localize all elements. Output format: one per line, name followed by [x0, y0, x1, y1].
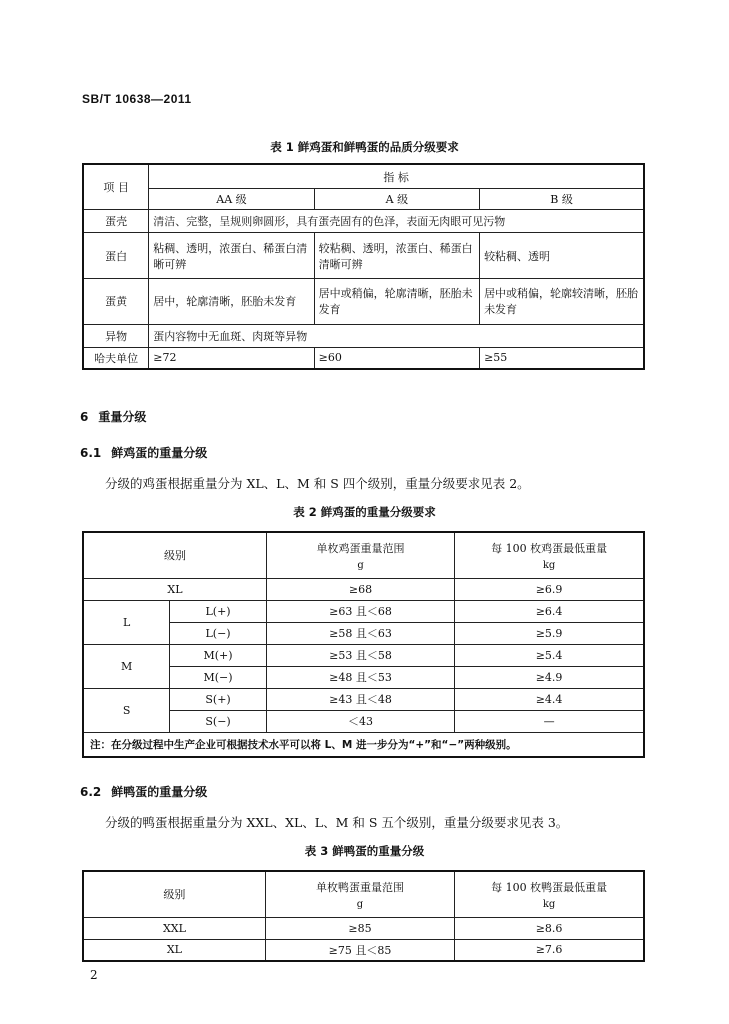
hundred-min: — [455, 710, 644, 732]
grade-group-label: M [83, 644, 170, 688]
hundred-min: ≥5.9 [455, 622, 644, 644]
subgrade-label: L(−) [170, 622, 267, 644]
section-title: 鲜鸭蛋的重量分级 [111, 785, 208, 799]
col-header-single-weight [266, 532, 454, 578]
table-note: 注：在分级过程中生产企业可根据技术水平可以将 L、M 进一步分为“+”和“−”两种级别。 [83, 732, 644, 757]
col-header-grade: 级别 [83, 532, 266, 578]
unit-label: kg [542, 559, 556, 571]
header-text: 每 100 枚鸡蛋最低重量 [491, 541, 608, 555]
single-range: ≥53 且＜58 [266, 644, 454, 666]
subgrade-label: M(+) [170, 644, 267, 666]
hundred-min: ≥8.6 [455, 917, 644, 939]
hundred-min: ≥5.4 [455, 644, 644, 666]
subgrade-label: S(+) [170, 688, 267, 710]
section-number: 6 [80, 410, 89, 424]
row-label: 哈夫单位 [83, 347, 149, 369]
cell-a: 居中或稍偏，轮廓清晰，胚胎未发育 [314, 278, 479, 324]
page-number: 2 [90, 968, 98, 982]
col-header-grade: 级别 [83, 871, 265, 917]
merged-cell: 蛋内容物中无血斑、肉斑等异物 [149, 324, 644, 347]
header-text: 单枚鸡蛋重量范围 [316, 541, 405, 555]
hundred-min: ≥4.9 [455, 666, 644, 688]
grade-b-header: B 级 [480, 189, 644, 210]
hundred-min: ≥6.9 [455, 578, 644, 600]
single-range: ≥58 且＜63 [266, 622, 454, 644]
table-row [83, 210, 644, 233]
cell-b: 较粘稠、透明 [480, 233, 644, 279]
single-range: ≥75 且＜85 [265, 939, 454, 961]
section-title: 重量分级 [98, 410, 147, 424]
single-range: ≥43 且＜48 [266, 688, 454, 710]
section-6-2-paragraph: 分级的鸭蛋根据重量分为 XXL、XL、L、M 和 S 五个级别，重量分级要求见表 3。 [105, 815, 569, 830]
hundred-min: ≥6.4 [455, 600, 644, 622]
cell-b: 居中或稍偏，轮廓较清晰，胚胎未发育 [480, 278, 644, 324]
table1-caption: 表 1 鲜鸡蛋和鲜鸭蛋的品质分级要求 [270, 140, 459, 154]
cell-aa: 粘稠、透明，浓蛋白、稀蛋白清晰可辨 [149, 233, 314, 279]
grade-group-label: L [83, 600, 170, 644]
unit-label: g [357, 559, 364, 571]
quality-grade-table [82, 163, 645, 370]
col-header-index: 指 标 [149, 164, 644, 189]
subgrade-label: S(−) [170, 710, 267, 732]
header-text: 单枚鸭蛋重量范围 [316, 880, 404, 894]
cell-b: ≥55 [480, 347, 644, 369]
grade-label: XXL [83, 917, 265, 939]
table-row [83, 278, 644, 324]
grade-group-label: S [83, 688, 170, 732]
col-header-hundred-weight [455, 532, 644, 578]
section-title: 鲜鸡蛋的重量分级 [111, 446, 208, 460]
single-range: ＜43 [266, 710, 454, 732]
grade-aa-header: AA 级 [149, 189, 314, 210]
col-header-hundred-weight [455, 871, 644, 917]
section-number: 6.1 [80, 446, 102, 460]
merged-cell: 清洁、完整，呈规则卵圆形，具有蛋壳固有的色泽，表面无肉眼可见污物 [149, 210, 644, 233]
cell-a: ≥60 [314, 347, 479, 369]
cell-aa: ≥72 [149, 347, 314, 369]
row-label: 异物 [83, 324, 149, 347]
cell-a: 较粘稠、透明，浓蛋白、稀蛋白清晰可辨 [314, 233, 479, 279]
subgrade-label: L(+) [170, 600, 267, 622]
hundred-min: ≥4.4 [455, 688, 644, 710]
subgrade-label: M(−) [170, 666, 267, 688]
table-note-row [83, 732, 644, 757]
col-header-single-weight [265, 871, 454, 917]
grade-a-header: A 级 [314, 189, 479, 210]
table-row [83, 939, 644, 961]
section-6-2-heading [80, 783, 207, 800]
single-range: ≥85 [265, 917, 454, 939]
table2-caption: 表 2 鲜鸡蛋的重量分级要求 [293, 505, 436, 519]
unit-label: kg [542, 898, 556, 910]
table-row [83, 324, 644, 347]
hundred-min: ≥7.6 [455, 939, 644, 961]
table3-caption: 表 3 鲜鸭蛋的重量分级 [304, 844, 425, 858]
row-label: 蛋黄 [83, 278, 149, 324]
table-row [83, 688, 644, 710]
cell-aa: 居中，轮廓清晰，胚胎未发育 [149, 278, 314, 324]
table-row [83, 347, 644, 369]
single-range: ≥63 且＜68 [266, 600, 454, 622]
table-row [83, 917, 644, 939]
section-6-heading [80, 408, 146, 425]
section-6-1-heading [80, 444, 207, 461]
table-row [83, 578, 644, 600]
table-row [83, 644, 644, 666]
section-6-1-paragraph: 分级的鸡蛋根据重量分为 XL、L、M 和 S 四个级别，重量分级要求见表 2。 [105, 476, 530, 491]
single-range: ≥68 [266, 578, 454, 600]
grade-label: XL [83, 939, 265, 961]
col-header-item: 项 目 [83, 164, 149, 210]
table-row [83, 233, 644, 279]
grade-label: XL [83, 578, 266, 600]
unit-label: g [356, 898, 364, 910]
table-row [83, 600, 644, 622]
row-label: 蛋壳 [83, 210, 149, 233]
duck-egg-weight-table [82, 870, 645, 962]
header-text: 每 100 枚鸭蛋最低重量 [491, 880, 608, 894]
row-label: 蛋白 [83, 233, 149, 279]
chicken-egg-weight-table [82, 531, 645, 758]
standard-code-header: SB/T 10638—2011 [82, 92, 192, 106]
section-number: 6.2 [80, 785, 102, 799]
single-range: ≥48 且＜53 [266, 666, 454, 688]
